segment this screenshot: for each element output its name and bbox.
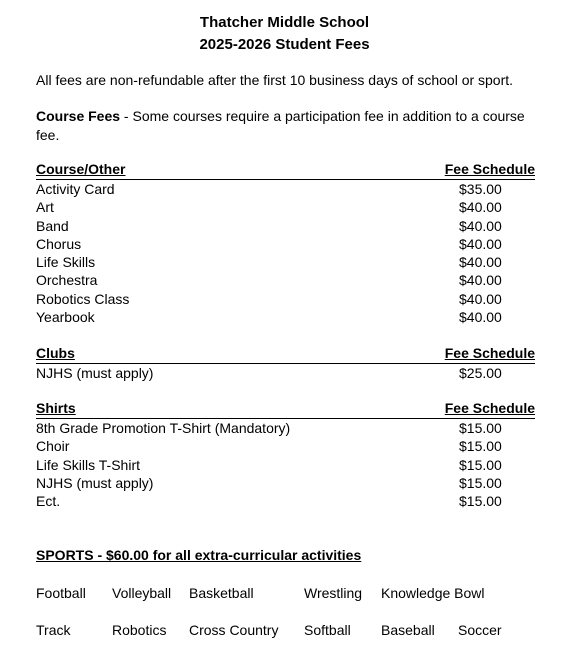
courses-header-label: Course/Other xyxy=(36,161,126,177)
shirts-header-label: Shirts xyxy=(36,400,76,416)
courses-section xyxy=(36,162,535,326)
row-fee: $40.00 xyxy=(459,217,502,234)
row-fee: $40.00 xyxy=(459,199,502,216)
row-fee: $35.00 xyxy=(459,181,502,197)
table-row xyxy=(36,437,535,455)
table-row xyxy=(36,198,535,216)
row-fee: $40.00 xyxy=(459,290,502,307)
clubs-header xyxy=(36,346,535,364)
table-row xyxy=(36,180,535,198)
row-name: NJHS (must apply) xyxy=(36,474,154,491)
row-fee: $15.00 xyxy=(459,493,502,510)
row-name: Chorus xyxy=(36,235,82,252)
table-row xyxy=(36,364,535,382)
sport-item: Cross Country xyxy=(189,622,279,638)
row-fee: $40.00 xyxy=(459,235,502,252)
table-row xyxy=(36,492,535,510)
row-name: Orchestra xyxy=(36,272,98,289)
sport-item: Soccer xyxy=(458,622,502,638)
row-name: 8th Grade Promotion T-Shirt (Mandatory) xyxy=(36,420,291,436)
row-name: Robotics Class xyxy=(36,290,130,307)
clubs-header-label: Clubs xyxy=(36,345,75,361)
row-name: Activity Card xyxy=(36,181,115,197)
table-row xyxy=(36,308,535,326)
shirts-header xyxy=(36,401,535,419)
shirts-section xyxy=(36,401,535,510)
row-name: Yearbook xyxy=(36,309,95,326)
document-title: 2025-2026 Student Fees xyxy=(199,36,370,53)
courses-header-fee: Fee Schedule xyxy=(444,161,535,177)
sport-item: Knowledge Bowl xyxy=(381,585,485,601)
sports-heading: SPORTS - $60.00 for all extra-curricular activities xyxy=(36,547,362,563)
course-fees-label: Course Fees xyxy=(36,108,121,124)
table-row xyxy=(36,290,535,308)
sport-item: Basketball xyxy=(189,585,254,601)
row-fee: $15.00 xyxy=(459,420,502,436)
sport-item: Track xyxy=(36,622,71,638)
sport-item: Baseball xyxy=(381,622,435,638)
sport-item: Football xyxy=(36,585,86,601)
row-fee: $25.00 xyxy=(459,365,502,381)
sports-list-row-2 xyxy=(0,622,569,642)
course-fees-intro xyxy=(36,107,536,144)
row-fee: $40.00 xyxy=(459,254,502,271)
table-row xyxy=(36,217,535,235)
table-row xyxy=(36,419,535,437)
sport-item: Wrestling xyxy=(304,585,363,601)
row-name: Life Skills xyxy=(36,254,96,271)
sport-item: Robotics xyxy=(112,622,167,638)
sport-item: Volleyball xyxy=(112,585,172,601)
row-fee: $15.00 xyxy=(459,474,502,491)
row-name: NJHS (must apply) xyxy=(36,365,154,381)
sports-list-row-1 xyxy=(0,585,569,605)
shirts-header-fee: Fee Schedule xyxy=(444,400,535,416)
table-row xyxy=(36,474,535,492)
school-name: Thatcher Middle School xyxy=(199,14,370,31)
course-fees-text: - Some courses require a participation fee in addition to a course fee. xyxy=(36,108,525,143)
sport-item: Softball xyxy=(304,622,351,638)
row-fee: $15.00 xyxy=(459,438,502,455)
row-fee: $15.00 xyxy=(459,456,502,473)
row-name: Choir xyxy=(36,438,70,455)
table-row xyxy=(36,235,535,253)
refund-notice: All fees are non-refundable after the first 10 business days of school or sport. xyxy=(36,72,514,88)
clubs-header-fee: Fee Schedule xyxy=(444,345,535,361)
table-row xyxy=(36,253,535,271)
clubs-section xyxy=(36,346,535,382)
courses-header xyxy=(36,162,535,180)
table-row xyxy=(36,456,535,474)
row-name: Ect. xyxy=(36,493,61,510)
row-fee: $40.00 xyxy=(459,272,502,289)
row-fee: $40.00 xyxy=(459,309,502,326)
row-name: Band xyxy=(36,217,69,234)
row-name: Life Skills T-Shirt xyxy=(36,456,140,473)
row-name: Art xyxy=(36,199,54,216)
table-row xyxy=(36,271,535,289)
